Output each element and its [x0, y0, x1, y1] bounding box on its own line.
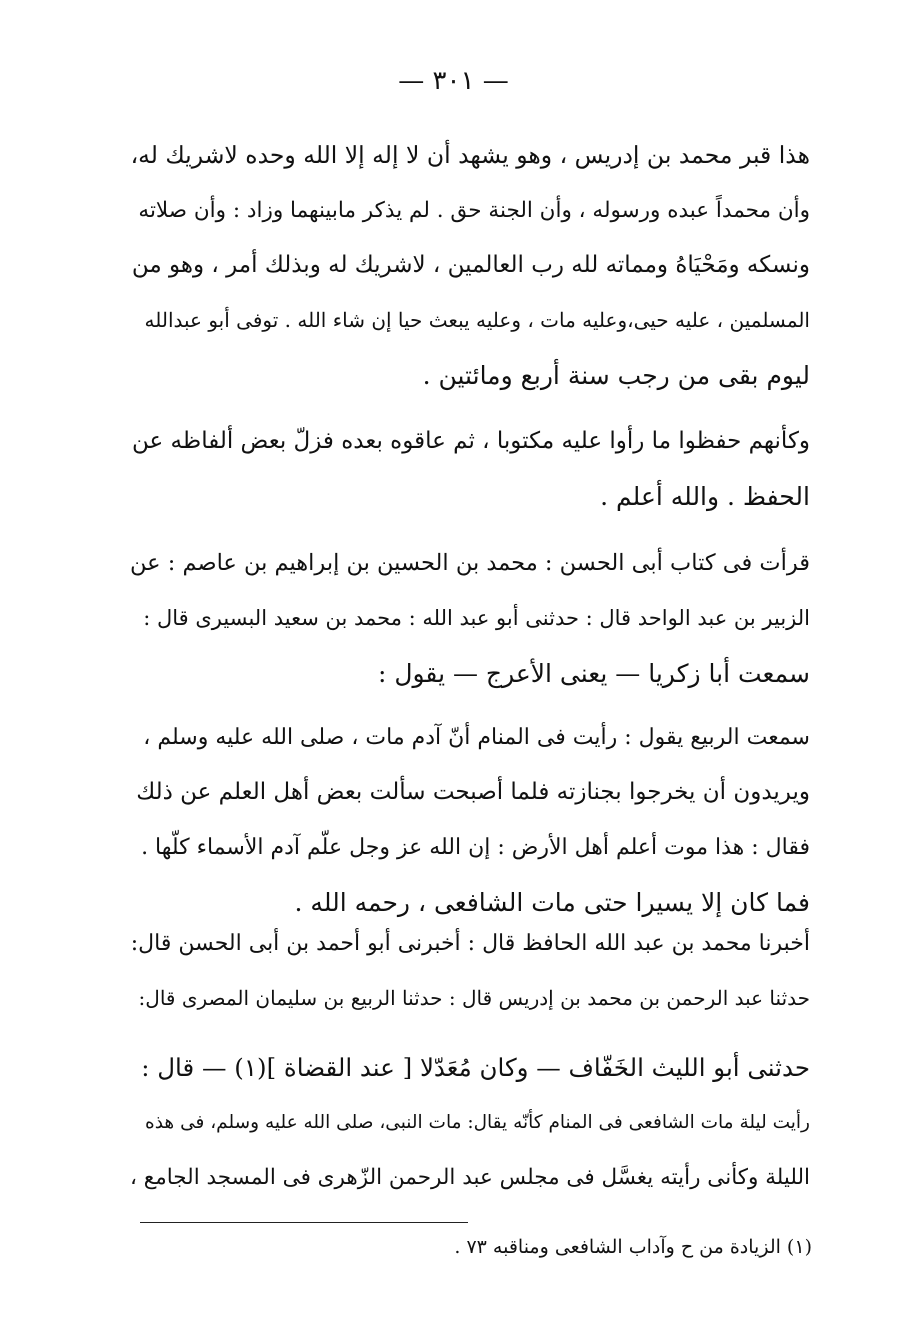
text-line: سمعت الربيع يقول : رأيت فى المنام أنّ آدم مات ، صلى الله عليه وسلم ، [143, 725, 810, 750]
footnote: (١) الزيادة من ح وآداب الشافعى ومناقبه ٧٣ . [454, 1236, 812, 1258]
text-line: أخبرنا محمد بن عبد الله الحافظ قال : أخبرنى أبو أحمد بن أبى الحسن قال: [130, 931, 810, 956]
text-line: المسلمين ، عليه حيى،وعليه مات ، وعليه يبعث حيا إن شاء الله . توفى أبو عبدالله [144, 308, 810, 332]
paragraph-isnad-reading [130, 536, 810, 701]
text-line: حدثنا عبد الرحمن بن محمد بن إدريس قال : حدثنا الربيع بن سليمان المصرى قال: [138, 986, 810, 1010]
paragraph-epitaph [130, 128, 810, 403]
text-line: الليلة وكأنى رأيته يغسَّل فى مجلس عبد الرحمن الزّهرى فى المسجد الجامع ، [130, 1165, 810, 1190]
text-line: ويريدون أن يخرجوا بجنازته فلما أصبحت سألت بعض أهل العلم عن ذلك [136, 779, 810, 805]
text-line: ونسكه ومَحْيَاهُ ومماته لله رب العالمين ، لاشريك له وبذلك أمر ، وهو من [131, 252, 810, 278]
text-line: فقال : هذا موت أعلم أهل الأرض : إن الله عز وجل علّم آدم الأسماء كلّها . [141, 835, 810, 860]
text-line: قرأت فى كتاب أبى الحسن : محمد بن الحسين بن إبراهيم بن عاصم : عن [130, 550, 810, 576]
text-line: رأيت ليلة مات الشافعى فى المنام كأنّه يقال: مات النبى، صلى الله عليه وسلم، فى هذه [145, 1112, 810, 1133]
text-line: الزبير بن عبد الواحد قال : حدثنى أبو عبد الله : محمد بن سعيد البسيرى قال : [143, 606, 810, 630]
text-line: سمعت أبا زكريا — يعنى الأعرج — يقول : [377, 659, 810, 688]
text-line: الحفظ . والله أعلم . [600, 482, 810, 511]
paragraph-dream-adam [130, 710, 810, 930]
footnote-divider [140, 1222, 468, 1223]
page-number: — ٣٠١ — [398, 66, 509, 96]
text-line: ليوم بقى من رجب سنة أربع ومائتين . [422, 361, 810, 390]
text-line: فما كان إلا يسيرا حتى مات الشافعى ، رحمه الله . [294, 888, 810, 917]
text-line: هذا قبر محمد بن إدريس ، وهو يشهد أن لا إله إلا الله وحده لاشريك له، [130, 141, 810, 169]
paragraph-dream-khaffaf [130, 1040, 810, 1205]
text-line: وأن محمداً عبده ورسوله ، وأن الجنة حق . لم يذكر مابينهما وزاد : وأن صلاته [138, 198, 810, 223]
text-line: وكأنهم حفظوا ما رأوا عليه مكتوبا ، ثم عاقوه بعده فزلّ بعض ألفاظه عن [132, 428, 810, 454]
paragraph-isnad-hafiz [130, 916, 810, 1026]
text-line: حدثنى أبو الليث الخَفّاف — وكان مُعَدّلا [ عند القضاة ](١) — قال : [141, 1053, 810, 1082]
paragraph-memory [130, 414, 810, 524]
